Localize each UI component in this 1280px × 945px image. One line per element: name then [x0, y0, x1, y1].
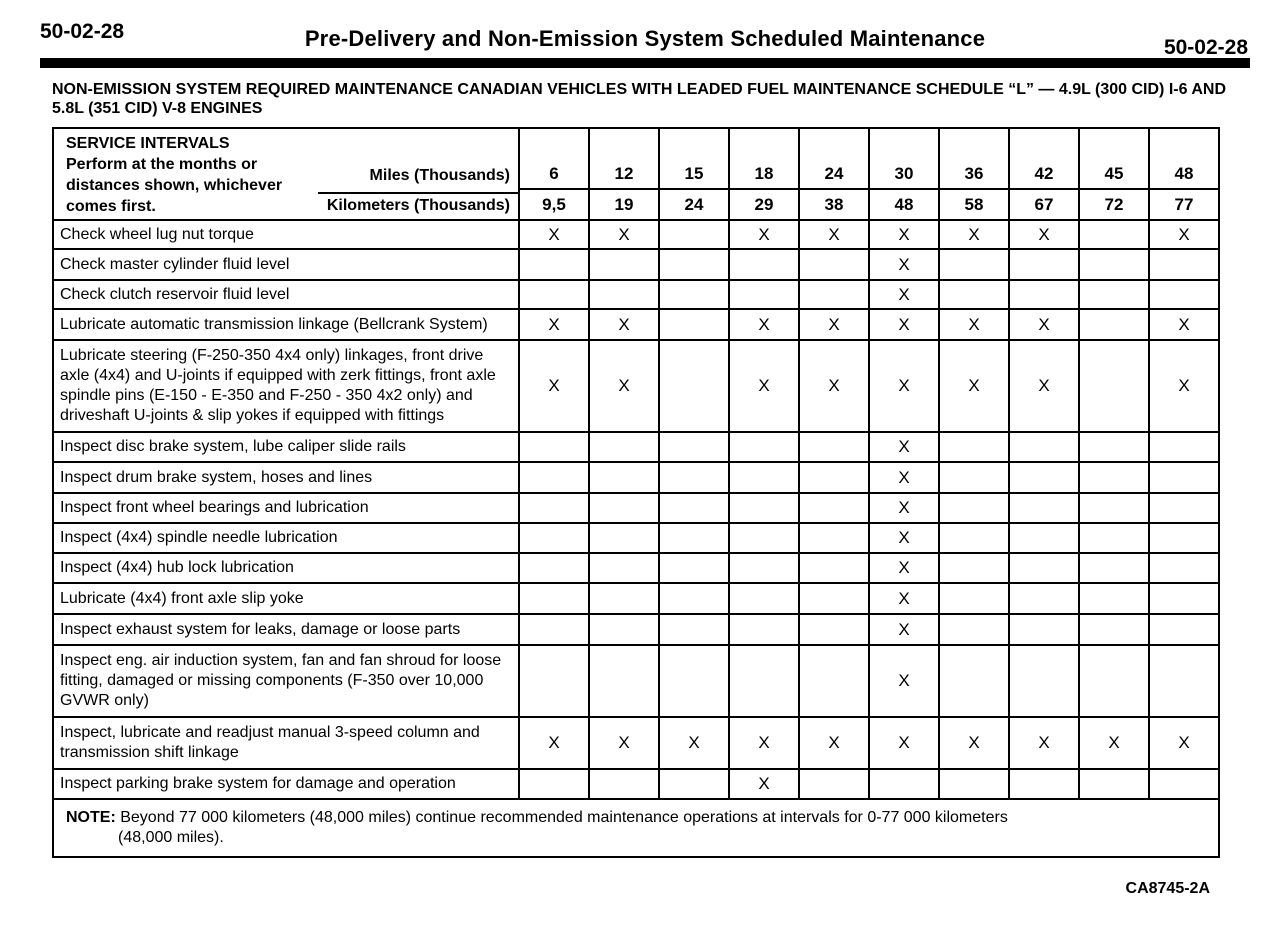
interval-mark-24	[799, 493, 869, 523]
interval-mark-45	[1079, 645, 1149, 717]
interval-mark-45	[1079, 493, 1149, 523]
table-row	[53, 553, 1219, 583]
interval-mark-48	[1149, 645, 1219, 717]
interval-mark-18: X	[729, 309, 799, 340]
interval-mark-6	[519, 583, 589, 614]
note-cell	[53, 799, 1219, 857]
interval-mark-48	[1149, 769, 1219, 799]
task-label: Inspect eng. air induction system, fan and fan shroud for loose fitting, damaged or missing components (F-350 over 10,000 GVWR only)	[53, 645, 519, 717]
interval-mark-45	[1079, 280, 1149, 309]
interval-mark-42	[1009, 553, 1079, 583]
kilometers-24: 38	[799, 189, 869, 220]
interval-mark-6: X	[519, 340, 589, 432]
interval-mark-36	[939, 553, 1009, 583]
interval-mark-45	[1079, 769, 1149, 799]
interval-mark-36: X	[939, 309, 1009, 340]
interval-mark-6	[519, 249, 589, 280]
interval-mark-6	[519, 769, 589, 799]
interval-mark-48: X	[1149, 717, 1219, 769]
interval-mark-30: X	[869, 553, 939, 583]
interval-mark-24	[799, 249, 869, 280]
interval-mark-15	[659, 340, 729, 432]
interval-mark-48: X	[1149, 220, 1219, 249]
interval-mark-30: X	[869, 614, 939, 645]
interval-mark-30: X	[869, 249, 939, 280]
interval-mark-45	[1079, 614, 1149, 645]
interval-mark-30: X	[869, 280, 939, 309]
interval-mark-48	[1149, 614, 1219, 645]
interval-mark-15	[659, 220, 729, 249]
interval-mark-6	[519, 493, 589, 523]
interval-mark-30: X	[869, 493, 939, 523]
interval-mark-45	[1079, 523, 1149, 553]
task-label: Inspect (4x4) spindle needle lubrication	[53, 523, 519, 553]
interval-mark-18	[729, 553, 799, 583]
interval-mark-15	[659, 432, 729, 462]
interval-mark-6	[519, 553, 589, 583]
interval-mark-12	[589, 769, 659, 799]
interval-mark-18	[729, 614, 799, 645]
interval-mark-12: X	[589, 717, 659, 769]
interval-mark-12	[589, 614, 659, 645]
interval-mark-15	[659, 553, 729, 583]
interval-mark-12	[589, 553, 659, 583]
interval-mark-48	[1149, 493, 1219, 523]
interval-mark-6	[519, 280, 589, 309]
miles-48: 48	[1149, 128, 1219, 189]
table-row	[53, 645, 1219, 717]
service-intervals-title: SERVICE INTERVALS	[66, 135, 230, 152]
interval-mark-15	[659, 493, 729, 523]
interval-mark-6: X	[519, 309, 589, 340]
interval-mark-24	[799, 583, 869, 614]
interval-mark-42	[1009, 769, 1079, 799]
interval-mark-48	[1149, 583, 1219, 614]
interval-mark-6	[519, 645, 589, 717]
interval-mark-45	[1079, 309, 1149, 340]
miles-30: 30	[869, 128, 939, 189]
interval-mark-30: X	[869, 717, 939, 769]
interval-mark-12	[589, 280, 659, 309]
interval-mark-18	[729, 280, 799, 309]
interval-mark-36	[939, 462, 1009, 493]
interval-mark-42: X	[1009, 309, 1079, 340]
interval-mark-15	[659, 583, 729, 614]
interval-mark-15	[659, 249, 729, 280]
interval-mark-15	[659, 462, 729, 493]
section-heading: NON-EMISSION SYSTEM REQUIRED MAINTENANCE CANADIAN VEHICLES WITH LEADED FUEL MAINTENANCE SCHEDULE “L” — 4.9L (300 CID) I-6 AND 5.8L (351 CID) V-8 ENGINES	[52, 81, 1227, 117]
interval-mark-24	[799, 614, 869, 645]
service-intervals-line2: distances shown, whichever	[66, 177, 283, 194]
interval-mark-18	[729, 523, 799, 553]
interval-mark-24: X	[799, 340, 869, 432]
interval-mark-12	[589, 645, 659, 717]
task-label: Inspect (4x4) hub lock lubrication	[53, 553, 519, 583]
interval-mark-18	[729, 493, 799, 523]
interval-mark-24	[799, 280, 869, 309]
page-number-right: 50-02-28	[1163, 36, 1248, 59]
figure-id: CA8745-2A	[1125, 880, 1210, 897]
table-row	[53, 493, 1219, 523]
note-text: Beyond 77 000 kilometers (48,000 miles) continue recommended maintenance operations at intervals for 0-77 000 kilometers	[120, 809, 1008, 826]
interval-mark-18: X	[729, 769, 799, 799]
interval-mark-30: X	[869, 583, 939, 614]
interval-mark-18	[729, 432, 799, 462]
task-label: Inspect parking brake system for damage and operation	[53, 769, 519, 799]
interval-mark-30: X	[869, 220, 939, 249]
table-row	[53, 614, 1219, 645]
table-body	[53, 128, 1219, 799]
interval-mark-24: X	[799, 717, 869, 769]
kilometers-6: 9,5	[519, 189, 589, 220]
kilometers-42: 67	[1009, 189, 1079, 220]
service-intervals-text	[66, 133, 282, 217]
interval-mark-36	[939, 769, 1009, 799]
maintenance-schedule-table	[52, 127, 1220, 858]
interval-mark-42: X	[1009, 220, 1079, 249]
interval-mark-30	[869, 769, 939, 799]
interval-mark-24	[799, 432, 869, 462]
interval-mark-45	[1079, 583, 1149, 614]
header-divider	[318, 192, 518, 194]
interval-mark-18	[729, 249, 799, 280]
interval-mark-6	[519, 523, 589, 553]
interval-mark-48	[1149, 432, 1219, 462]
note-row	[53, 799, 1219, 857]
interval-mark-42: X	[1009, 717, 1079, 769]
interval-mark-45	[1079, 553, 1149, 583]
task-label: Inspect drum brake system, hoses and lines	[53, 462, 519, 493]
interval-mark-6	[519, 614, 589, 645]
miles-12: 12	[589, 128, 659, 189]
interval-mark-36: X	[939, 717, 1009, 769]
interval-mark-24	[799, 645, 869, 717]
miles-18: 18	[729, 128, 799, 189]
task-label: Inspect exhaust system for leaks, damage or loose parts	[53, 614, 519, 645]
interval-mark-48	[1149, 523, 1219, 553]
interval-mark-12	[589, 462, 659, 493]
interval-mark-6: X	[519, 717, 589, 769]
interval-mark-30: X	[869, 462, 939, 493]
interval-mark-42	[1009, 614, 1079, 645]
page-header	[40, 18, 1250, 68]
interval-mark-12	[589, 583, 659, 614]
interval-mark-42	[1009, 523, 1079, 553]
kilometers-48: 77	[1149, 189, 1219, 220]
interval-mark-36	[939, 523, 1009, 553]
interval-mark-42: X	[1009, 340, 1079, 432]
table-row	[53, 462, 1219, 493]
interval-mark-12	[589, 432, 659, 462]
interval-mark-24	[799, 523, 869, 553]
table-row	[53, 432, 1219, 462]
interval-mark-48	[1149, 462, 1219, 493]
interval-mark-15	[659, 280, 729, 309]
kilometers-12: 19	[589, 189, 659, 220]
interval-mark-42	[1009, 645, 1079, 717]
table-row	[53, 769, 1219, 799]
interval-mark-15	[659, 614, 729, 645]
interval-mark-36	[939, 249, 1009, 280]
table-row	[53, 249, 1219, 280]
interval-mark-45	[1079, 249, 1149, 280]
interval-mark-45	[1079, 432, 1149, 462]
interval-mark-36	[939, 432, 1009, 462]
miles-24: 24	[799, 128, 869, 189]
note-line2: (48,000 miles).	[118, 829, 224, 846]
kilometers-18: 29	[729, 189, 799, 220]
miles-36: 36	[939, 128, 1009, 189]
interval-mark-12	[589, 493, 659, 523]
note-line1	[66, 808, 1206, 828]
service-intervals-line3: comes first.	[66, 198, 156, 215]
interval-mark-42	[1009, 249, 1079, 280]
miles-45: 45	[1079, 128, 1149, 189]
interval-mark-6	[519, 432, 589, 462]
miles-42: 42	[1009, 128, 1079, 189]
task-label: Inspect, lubricate and readjust manual 3-speed column and transmission shift linkage	[53, 717, 519, 769]
miles-15: 15	[659, 128, 729, 189]
miles-label: Miles (Thousands)	[369, 167, 510, 184]
table-row	[53, 220, 1219, 249]
interval-mark-18: X	[729, 220, 799, 249]
interval-mark-42	[1009, 280, 1079, 309]
interval-mark-18	[729, 462, 799, 493]
page-title: Pre-Delivery and Non-Emission System Scheduled Maintenance	[304, 26, 986, 51]
task-label: Check clutch reservoir fluid level	[53, 280, 519, 309]
interval-mark-18	[729, 583, 799, 614]
table-row	[53, 583, 1219, 614]
interval-mark-36: X	[939, 220, 1009, 249]
interval-mark-12	[589, 249, 659, 280]
interval-mark-24	[799, 462, 869, 493]
miles-6: 6	[519, 128, 589, 189]
interval-mark-15: X	[659, 717, 729, 769]
task-label: Inspect disc brake system, lube caliper slide rails	[53, 432, 519, 462]
service-intervals-line1: Perform at the months or	[66, 156, 258, 173]
table-row	[53, 309, 1219, 340]
interval-mark-42	[1009, 493, 1079, 523]
interval-mark-36	[939, 493, 1009, 523]
interval-mark-45	[1079, 340, 1149, 432]
interval-mark-36: X	[939, 340, 1009, 432]
interval-mark-42	[1009, 462, 1079, 493]
interval-mark-30: X	[869, 523, 939, 553]
kilometers-15: 24	[659, 189, 729, 220]
task-label: Lubricate automatic transmission linkage (Bellcrank System)	[53, 309, 519, 340]
interval-mark-18	[729, 645, 799, 717]
interval-mark-15	[659, 523, 729, 553]
interval-mark-45	[1079, 462, 1149, 493]
interval-mark-42	[1009, 583, 1079, 614]
interval-mark-15	[659, 309, 729, 340]
task-label: Lubricate (4x4) front axle slip yoke	[53, 583, 519, 614]
page-number-left: 50-02-28	[40, 20, 125, 43]
interval-mark-15	[659, 769, 729, 799]
interval-mark-24	[799, 769, 869, 799]
table-row	[53, 340, 1219, 432]
interval-mark-30: X	[869, 432, 939, 462]
note-label: NOTE:	[66, 809, 116, 826]
interval-mark-30: X	[869, 340, 939, 432]
interval-mark-12	[589, 523, 659, 553]
interval-mark-15	[659, 645, 729, 717]
service-intervals-header	[53, 128, 519, 220]
interval-mark-48	[1149, 280, 1219, 309]
kilometers-30: 48	[869, 189, 939, 220]
interval-mark-24: X	[799, 309, 869, 340]
interval-mark-18: X	[729, 340, 799, 432]
kilometers-36: 58	[939, 189, 1009, 220]
interval-mark-12: X	[589, 309, 659, 340]
interval-mark-24: X	[799, 220, 869, 249]
interval-mark-18: X	[729, 717, 799, 769]
interval-mark-48	[1149, 553, 1219, 583]
interval-mark-48	[1149, 249, 1219, 280]
interval-mark-30: X	[869, 645, 939, 717]
interval-mark-6	[519, 462, 589, 493]
table-row	[53, 523, 1219, 553]
interval-mark-30: X	[869, 309, 939, 340]
table-row	[53, 717, 1219, 769]
interval-mark-12: X	[589, 340, 659, 432]
interval-mark-36	[939, 280, 1009, 309]
interval-mark-36	[939, 614, 1009, 645]
interval-mark-6: X	[519, 220, 589, 249]
interval-mark-12: X	[589, 220, 659, 249]
task-label: Check wheel lug nut torque	[53, 220, 519, 249]
miles-row	[53, 128, 1219, 189]
interval-mark-24	[799, 553, 869, 583]
interval-mark-36	[939, 583, 1009, 614]
interval-mark-36	[939, 645, 1009, 717]
task-label: Check master cylinder fluid level	[53, 249, 519, 280]
interval-mark-42	[1009, 432, 1079, 462]
kilometers-45: 72	[1079, 189, 1149, 220]
interval-mark-45: X	[1079, 717, 1149, 769]
task-label: Lubricate steering (F-250-350 4x4 only) linkages, front drive axle (4x4) and U-joints if equipped with zerk fittings, front axle spindle pins (E-150 - E-350 and F-250 - 350 4x2 only) and driveshaft U-joints & slip yokes if equipped with fittings	[53, 340, 519, 432]
kilometers-label: Kilometers (Thousands)	[326, 197, 510, 214]
table-row	[53, 280, 1219, 309]
interval-mark-48: X	[1149, 340, 1219, 432]
interval-mark-45	[1079, 220, 1149, 249]
task-label: Inspect front wheel bearings and lubrication	[53, 493, 519, 523]
interval-mark-48: X	[1149, 309, 1219, 340]
